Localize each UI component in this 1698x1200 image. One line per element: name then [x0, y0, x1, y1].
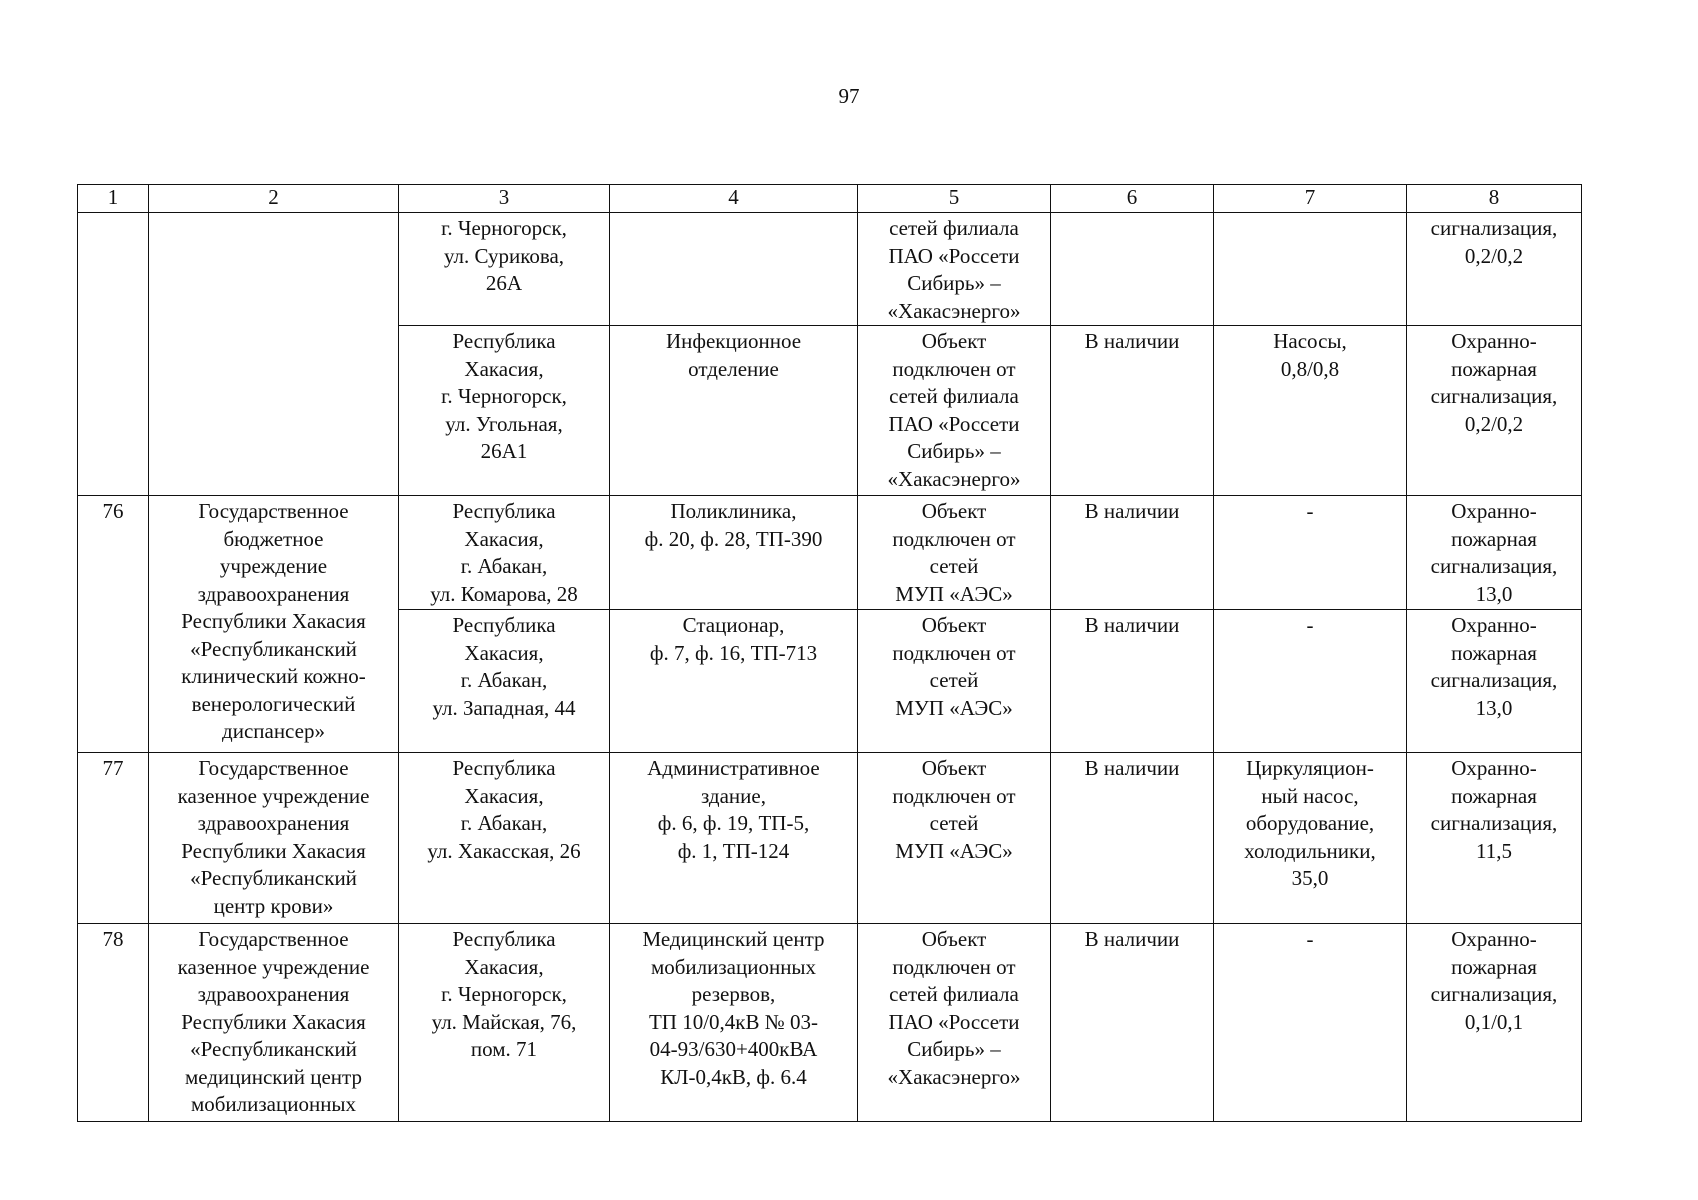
cell-line: ф. 20, ф. 28, ТП-390	[644, 526, 823, 551]
cell-line: ул. Майская, 76,	[431, 1009, 577, 1034]
cell-line: сигнализация,	[1430, 668, 1558, 692]
availability-cell: В наличии	[1051, 753, 1214, 924]
cell-line: здравоохранения	[197, 581, 350, 606]
row-number-cell: 78	[78, 924, 149, 1122]
cell-line: Объект	[921, 613, 987, 637]
security-cell	[1407, 326, 1582, 496]
availability-cell: В наличии	[1051, 924, 1214, 1122]
data-table	[77, 184, 1582, 1122]
cell-line: отделение	[688, 356, 779, 381]
cell-line: холодильники,	[1244, 838, 1376, 863]
availability-cell: В наличии	[1051, 610, 1214, 753]
table-row	[78, 213, 1582, 326]
address-cell	[399, 496, 610, 610]
organization-cell	[149, 753, 399, 924]
table-body	[78, 185, 1582, 1122]
availability-cell: В наличии	[1051, 496, 1214, 610]
cell-line: Охранно-	[1451, 927, 1537, 951]
cell-line: Республики Хакасия	[181, 838, 366, 863]
column-header-1: 1	[78, 185, 149, 213]
column-header-3: 3	[399, 185, 610, 213]
cell-line: сетей	[929, 554, 979, 578]
cell-line: Республика	[452, 756, 556, 780]
cell-line: Сибирь» –	[907, 1037, 1001, 1061]
equipment-cell	[1214, 326, 1407, 496]
security-cell	[1407, 924, 1582, 1122]
cell-line: «Республиканский	[190, 1037, 357, 1061]
cell-line: г. Черногорск,	[441, 216, 567, 240]
cell-line: здравоохранения	[197, 811, 350, 835]
cell-line: подключен от	[892, 356, 1016, 381]
table-row	[78, 924, 1582, 1122]
connection-cell	[858, 326, 1051, 496]
object-cell	[610, 496, 858, 610]
cell-line: 35,0	[1291, 866, 1329, 890]
cell-line: здравоохранения	[197, 982, 350, 1006]
cell-line: Охранно-	[1451, 329, 1537, 353]
table-row	[78, 753, 1582, 924]
cell-line: сетей филиала	[889, 216, 1019, 240]
address-cell	[399, 610, 610, 753]
security-cell	[1407, 496, 1582, 610]
availability-cell	[1051, 213, 1214, 326]
cell-line: Стационар,	[682, 613, 785, 637]
cell-line: «Хакасэнерго»	[887, 466, 1021, 491]
cell-line: венерологический	[191, 691, 356, 716]
cell-line: сетей филиала	[889, 982, 1019, 1006]
cell-line: ТП 10/0,4кВ № 03-	[648, 1009, 819, 1034]
cell-line: медицинский центр	[185, 1064, 362, 1089]
security-cell	[1407, 213, 1582, 326]
cell-line: Поликлиника,	[670, 499, 797, 523]
cell-line: казенное учреждение	[177, 954, 370, 979]
cell-line: МУП «АЭС»	[895, 581, 1013, 606]
cell-line: 04-93/630+400кВА	[649, 1037, 818, 1061]
cell-line: МУП «АЭС»	[895, 695, 1013, 720]
cell-line: ул. Западная, 44	[432, 695, 576, 720]
cell-line: г. Черногорск,	[441, 982, 567, 1006]
cell-line: пожарная	[1451, 954, 1537, 979]
cell-line: 11,5	[1476, 838, 1512, 863]
address-cell	[399, 326, 610, 496]
cell-line: «Хакасэнерго»	[887, 298, 1021, 323]
cell-line: пожарная	[1451, 526, 1537, 551]
cell-line: 26А	[485, 271, 523, 295]
column-header-8: 8	[1407, 185, 1582, 213]
cell-line: ный насос,	[1261, 783, 1359, 808]
cell-line: пожарная	[1451, 640, 1537, 665]
security-cell	[1407, 753, 1582, 924]
cell-line: бюджетное	[223, 526, 324, 551]
security-cell	[1407, 610, 1582, 753]
cell-line: клинический кожно-	[181, 664, 366, 688]
cell-line: ул. Комарова, 28	[430, 581, 578, 606]
cell-line: ул. Сурикова,	[443, 243, 565, 268]
cell-line: Государственное	[198, 499, 349, 523]
cell-line: Объект	[921, 927, 987, 951]
cell-line: ПАО «Россети	[888, 1009, 1020, 1034]
cell-line: 0,1/0,1	[1464, 1009, 1524, 1034]
cell-line: сигнализация,	[1430, 384, 1558, 408]
cell-line: Сибирь» –	[907, 439, 1001, 463]
row-number-cell	[78, 213, 149, 496]
cell-line: диспансер»	[222, 719, 325, 743]
cell-line: ПАО «Россети	[888, 411, 1020, 436]
object-cell	[610, 610, 858, 753]
object-cell	[610, 924, 858, 1122]
cell-line: сигнализация,	[1430, 216, 1558, 240]
cell-line: учреждение	[219, 554, 328, 578]
table-row	[78, 496, 1582, 610]
cell-line: мобилизационных	[650, 954, 817, 979]
column-header-5: 5	[858, 185, 1051, 213]
cell-line: г. Абакан,	[460, 668, 548, 692]
connection-cell	[858, 213, 1051, 326]
cell-line: Циркуляцион-	[1246, 756, 1374, 780]
cell-line: МУП «АЭС»	[895, 838, 1013, 863]
cell-line: 13,0	[1475, 581, 1513, 606]
cell-line: 0,2/0,2	[1464, 411, 1524, 436]
connection-cell	[858, 924, 1051, 1122]
cell-line: мобилизационных	[190, 1092, 357, 1116]
cell-line: сетей	[929, 811, 979, 835]
cell-line: -	[1306, 613, 1314, 637]
organization-cell	[149, 924, 399, 1122]
cell-line: сигнализация,	[1430, 811, 1558, 835]
cell-line: Хакасия,	[464, 783, 544, 808]
cell-line: г. Абакан,	[460, 554, 548, 578]
cell-line: подключен от	[892, 526, 1016, 551]
column-header-2: 2	[149, 185, 399, 213]
cell-line: Хакасия,	[464, 954, 544, 979]
cell-line: центр крови»	[213, 893, 334, 918]
equipment-cell	[1214, 213, 1407, 326]
equipment-cell	[1214, 496, 1407, 610]
organization-cell	[149, 496, 399, 753]
connection-cell	[858, 496, 1051, 610]
equipment-cell	[1214, 753, 1407, 924]
address-cell	[399, 924, 610, 1122]
object-cell	[610, 753, 858, 924]
cell-line: Объект	[921, 499, 987, 523]
object-cell	[610, 213, 858, 326]
address-cell	[399, 213, 610, 326]
cell-line: оборудование,	[1245, 811, 1375, 835]
cell-line: сигнализация,	[1430, 554, 1558, 578]
connection-cell	[858, 610, 1051, 753]
cell-line: «Республиканский	[190, 636, 357, 661]
cell-line: «Хакасэнерго»	[887, 1064, 1021, 1089]
cell-line: Республика	[452, 613, 556, 637]
cell-line: Хакасия,	[464, 640, 544, 665]
equipment-cell	[1214, 610, 1407, 753]
cell-line: Республика	[452, 927, 556, 951]
cell-line: ул. Угольная,	[445, 411, 563, 436]
cell-line: пожарная	[1451, 356, 1537, 381]
cell-line: -	[1306, 499, 1314, 523]
cell-line: пом. 71	[470, 1037, 538, 1061]
cell-line: Объект	[921, 756, 987, 780]
cell-line: Республика	[452, 329, 556, 353]
cell-line: КЛ-0,4кВ, ф. 6.4	[660, 1064, 807, 1089]
cell-line: казенное учреждение	[177, 783, 370, 808]
cell-line: 13,0	[1475, 695, 1513, 720]
cell-line: 0,8/0,8	[1280, 356, 1340, 381]
cell-line: резервов,	[691, 982, 776, 1006]
cell-line: Инфекционное	[665, 329, 802, 353]
address-cell	[399, 753, 610, 924]
cell-line: Охранно-	[1451, 613, 1537, 637]
cell-line: Хакасия,	[464, 526, 544, 551]
cell-line: г. Черногорск,	[441, 384, 567, 408]
cell-line: Республика	[452, 499, 556, 523]
page-number: 97	[838, 84, 860, 108]
cell-line: пожарная	[1451, 783, 1537, 808]
cell-line: Охранно-	[1451, 499, 1537, 523]
cell-line: Административное	[647, 756, 820, 780]
column-header-7: 7	[1214, 185, 1407, 213]
cell-line: Государственное	[198, 927, 349, 951]
connection-cell	[858, 753, 1051, 924]
row-number-cell: 77	[78, 753, 149, 924]
cell-line: сигнализация,	[1430, 982, 1558, 1006]
cell-line: Республики Хакасия	[181, 1009, 366, 1034]
cell-line: ул. Хакасская, 26	[427, 838, 581, 863]
cell-line: Республики Хакасия	[181, 609, 366, 633]
cell-line: ПАО «Россети	[888, 243, 1020, 268]
cell-line: Хакасия,	[464, 356, 544, 381]
column-header-6: 6	[1051, 185, 1214, 213]
cell-line: Медицинский центр	[642, 927, 825, 951]
header-row	[78, 185, 1582, 213]
cell-line: 0,2/0,2	[1464, 243, 1524, 268]
cell-line: -	[1306, 927, 1314, 951]
row-number-cell: 76	[78, 496, 149, 753]
cell-line: подключен от	[892, 954, 1016, 979]
equipment-cell	[1214, 924, 1407, 1122]
cell-line: ф. 6, ф. 19, ТП-5,	[657, 811, 810, 835]
cell-line: Государственное	[198, 756, 349, 780]
cell-line: Сибирь» –	[907, 271, 1001, 295]
cell-line: «Республиканский	[190, 866, 357, 890]
cell-line: ф. 7, ф. 16, ТП-713	[649, 640, 818, 665]
cell-line: здание,	[701, 783, 766, 808]
cell-line: подключен от	[892, 640, 1016, 665]
cell-line: Насосы,	[1273, 329, 1347, 353]
object-cell	[610, 326, 858, 496]
cell-line: сетей	[929, 668, 979, 692]
organization-cell	[149, 213, 399, 496]
cell-line: 26А1	[480, 439, 528, 463]
cell-line: сетей филиала	[889, 384, 1019, 408]
cell-line: г. Абакан,	[460, 811, 548, 835]
availability-cell: В наличии	[1051, 326, 1214, 496]
cell-line: Охранно-	[1451, 756, 1537, 780]
cell-line: подключен от	[892, 783, 1016, 808]
column-header-4: 4	[610, 185, 858, 213]
cell-line: Объект	[921, 329, 987, 353]
cell-line: ф. 1, ТП-124	[677, 838, 790, 863]
